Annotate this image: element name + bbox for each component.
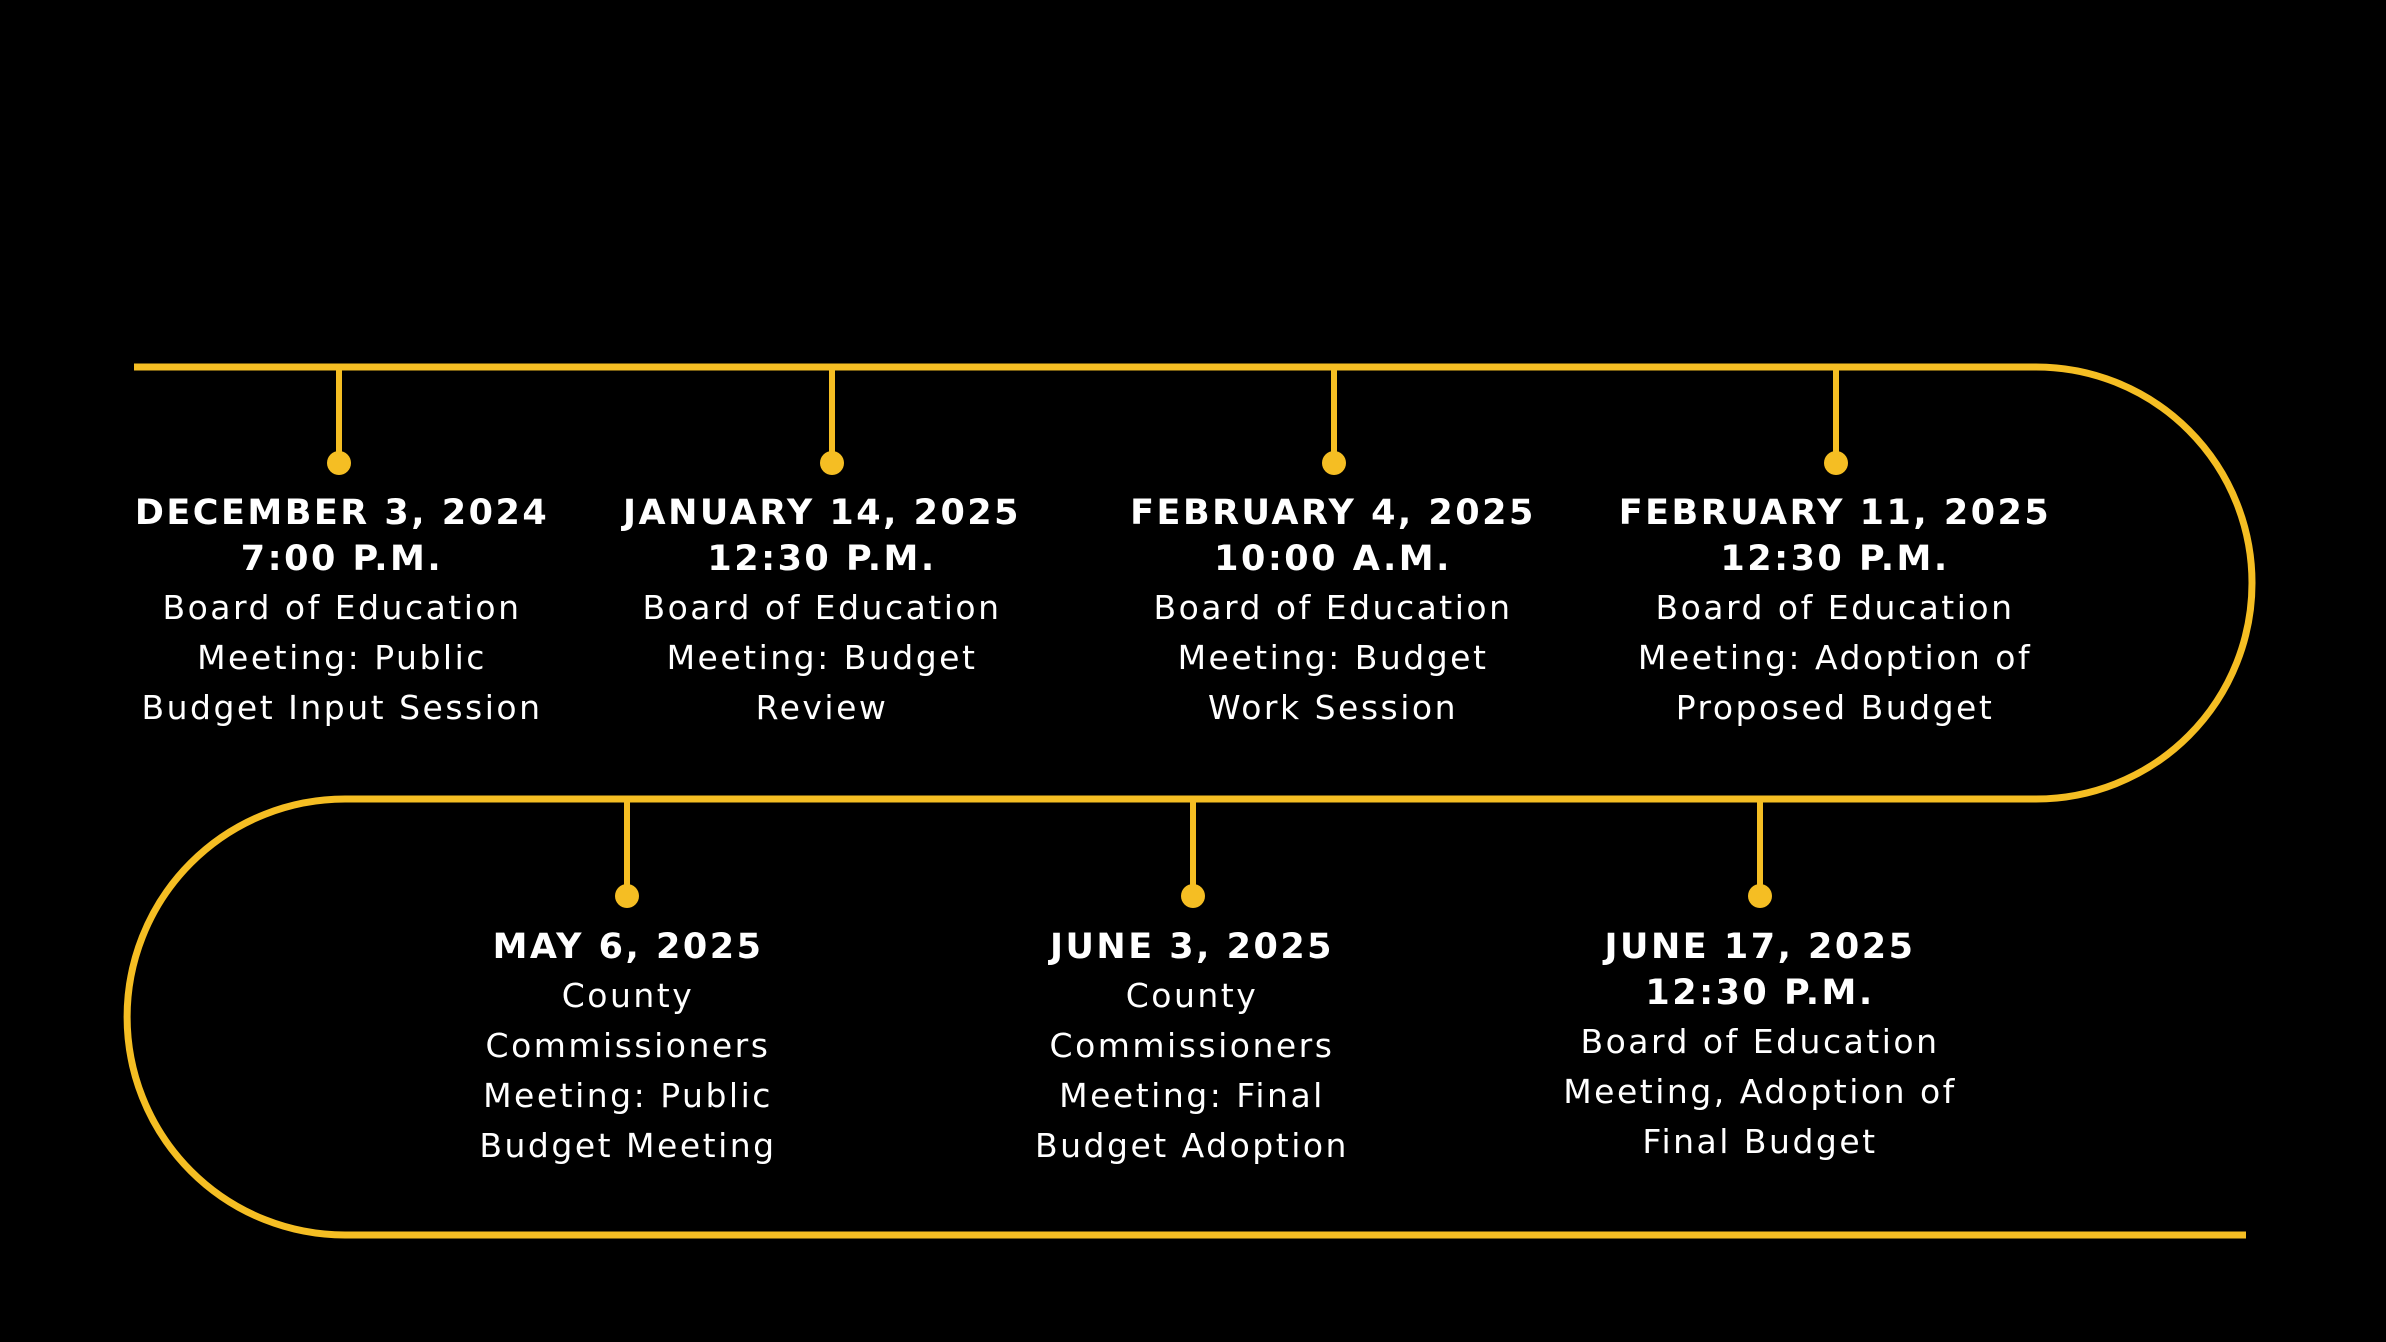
event-time: 12:30 P.M. <box>1645 973 1875 1013</box>
marker-february-4 <box>1322 367 1346 475</box>
marker-may-6 <box>615 799 639 908</box>
event-description-line: Budget Meeting <box>479 1126 777 1165</box>
event-description-line: Board of Education <box>1655 588 2015 627</box>
event-description-line: Meeting: Final <box>1059 1076 1325 1115</box>
event-description-line: Meeting: Adoption of <box>1637 638 2033 677</box>
event-date: JUNE 3, 2025 <box>1049 927 1335 967</box>
event-description-line: Board of Education <box>1580 1022 1940 1061</box>
marker-january-14 <box>820 367 844 475</box>
event-date: MAY 6, 2025 <box>492 927 764 967</box>
event-description-line: Board of Education <box>642 588 1002 627</box>
event-description-line: County <box>561 976 695 1015</box>
event-february-11 <box>1605 490 2065 733</box>
marker-february-11 <box>1824 367 1848 475</box>
event-description-line: Work Session <box>1208 688 1458 727</box>
event-description-line: Budget Adoption <box>1035 1126 1349 1165</box>
event-description-line: Board of Education <box>1153 588 1513 627</box>
event-description <box>962 971 1422 1171</box>
event-february-4 <box>1103 490 1563 733</box>
event-time: 10:00 A.M. <box>1214 539 1452 579</box>
event-description <box>1605 583 2065 733</box>
event-description-line: Commissioners <box>1049 1026 1335 1065</box>
event-description-line: Meeting: Budget <box>1177 638 1489 677</box>
event-date: FEBRUARY 4, 2025 <box>1130 493 1536 533</box>
event-june-3 <box>962 924 1422 1171</box>
event-description-line: County <box>1125 976 1259 1015</box>
event-date: FEBRUARY 11, 2025 <box>1618 493 2052 533</box>
event-date: DECEMBER 3, 2024 <box>134 493 550 533</box>
event-description-line: Commissioners <box>485 1026 771 1065</box>
event-description-line: Board of Education <box>162 588 522 627</box>
event-description-line: Review <box>755 688 889 727</box>
event-description <box>112 583 572 733</box>
event-june-17 <box>1530 924 1990 1167</box>
event-date: JANUARY 14, 2025 <box>623 493 1021 533</box>
event-time: 7:00 P.M. <box>240 539 444 579</box>
event-date: JUNE 17, 2025 <box>1604 927 1916 967</box>
marker-december-3 <box>327 367 351 475</box>
event-description-line: Meeting: Budget <box>666 638 978 677</box>
event-description-line: Proposed Budget <box>1675 688 1995 727</box>
marker-june-17 <box>1748 799 1772 908</box>
event-description-line: Final Budget <box>1642 1122 1878 1161</box>
event-description-line: Meeting: Public <box>197 638 487 677</box>
event-time: 12:30 P.M. <box>1720 539 1950 579</box>
marker-june-3 <box>1181 799 1205 908</box>
event-description-line: Meeting, Adoption of <box>1563 1072 1957 1111</box>
event-description <box>592 583 1052 733</box>
event-description <box>1103 583 1563 733</box>
event-description <box>1530 1017 1990 1167</box>
event-description-line: Meeting: Public <box>483 1076 773 1115</box>
event-january-14 <box>592 490 1052 733</box>
event-december-3 <box>112 490 572 733</box>
event-may-6 <box>398 924 858 1171</box>
event-time: 12:30 P.M. <box>707 539 937 579</box>
event-description <box>398 971 858 1171</box>
event-description-line: Budget Input Session <box>141 688 543 727</box>
